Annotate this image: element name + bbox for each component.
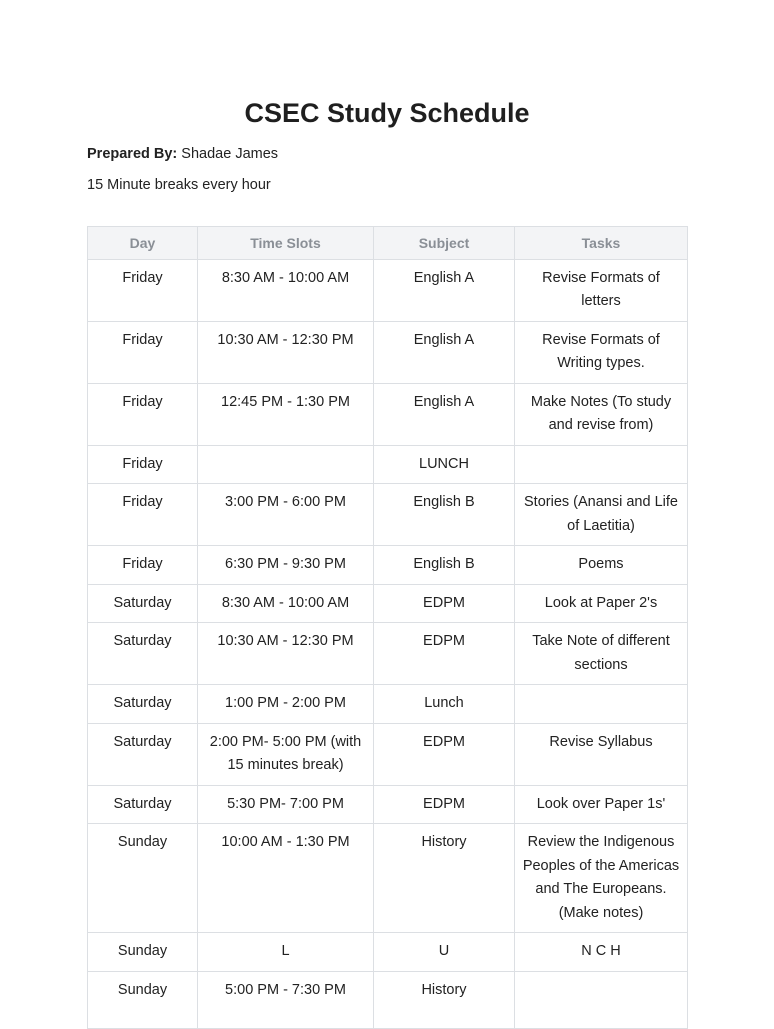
table-row [88, 785, 688, 824]
cell-task [515, 445, 688, 484]
table-row [88, 321, 688, 383]
cell-subject: EDPM [374, 623, 515, 685]
cell-task: Revise Syllabus [515, 723, 688, 785]
cell-subject: LUNCH [374, 445, 515, 484]
cell-subject: EDPM [374, 584, 515, 623]
cell-time: 8:30 AM - 10:00 AM [198, 259, 374, 321]
cell-task: Revise Formats of letters [515, 259, 688, 321]
cell-task: Stories (Anansi and Life of Laetitia) [515, 484, 688, 546]
cell-day: Friday [88, 259, 198, 321]
prepared-by-label: Prepared By: [87, 146, 178, 162]
cell-subject: English A [374, 259, 515, 321]
table-row [88, 546, 688, 585]
header-day: Day [88, 227, 198, 260]
table-row [88, 383, 688, 445]
table-row [88, 623, 688, 685]
cell-subject: U [374, 933, 515, 972]
cell-day: Saturday [88, 785, 198, 824]
cell-subject: English B [374, 546, 515, 585]
cell-day: Saturday [88, 685, 198, 724]
cell-task: Look over Paper 1s' [515, 785, 688, 824]
cell-time: 3:00 PM - 6:00 PM [198, 484, 374, 546]
cell-subject: EDPM [374, 785, 515, 824]
breaks-note: 15 Minute breaks every hour [87, 177, 271, 193]
cell-subject: English B [374, 484, 515, 546]
cell-subject: Lunch [374, 685, 515, 724]
cell-time: 10:00 AM - 1:30 PM [198, 824, 374, 933]
cell-time: 10:30 AM - 12:30 PM [198, 623, 374, 685]
cell-subject: History [374, 824, 515, 933]
table-row [88, 445, 688, 484]
cell-task [515, 971, 688, 1028]
cell-time: 1:00 PM - 2:00 PM [198, 685, 374, 724]
cell-task: Review the Indigenous Peoples of the Americas and The Europeans. (Make notes) [515, 824, 688, 933]
schedule-table-container [87, 226, 687, 998]
cell-day: Friday [88, 321, 198, 383]
table-row [88, 685, 688, 724]
header-tasks: Tasks [515, 227, 688, 260]
table-row [88, 824, 688, 933]
cell-day: Sunday [88, 933, 198, 972]
cell-time [198, 445, 374, 484]
table-header-row [88, 227, 688, 260]
cell-time: 2:00 PM- 5:00 PM (with 15 minutes break) [198, 723, 374, 785]
prepared-by-line [87, 146, 278, 162]
cell-subject: English A [374, 383, 515, 445]
cell-time: 8:30 AM - 10:00 AM [198, 584, 374, 623]
cell-day: Friday [88, 484, 198, 546]
cell-task [515, 685, 688, 724]
cell-task: Revise Formats of Writing types. [515, 321, 688, 383]
table-row [88, 259, 688, 321]
cell-time: 6:30 PM - 9:30 PM [198, 546, 374, 585]
cell-day: Sunday [88, 971, 198, 1028]
table-row [88, 933, 688, 972]
cell-day: Saturday [88, 584, 198, 623]
header-subject: Subject [374, 227, 515, 260]
table-row [88, 971, 688, 1028]
cell-day: Friday [88, 546, 198, 585]
schedule-table [87, 226, 688, 1029]
cell-time: 12:45 PM - 1:30 PM [198, 383, 374, 445]
cell-time: L [198, 933, 374, 972]
cell-task: Poems [515, 546, 688, 585]
cell-task: N C H [515, 933, 688, 972]
page-title: CSEC Study Schedule [244, 98, 530, 128]
table-row [88, 723, 688, 785]
cell-task: Make Notes (To study and revise from) [515, 383, 688, 445]
cell-day: Saturday [88, 723, 198, 785]
cell-time: 5:00 PM - 7:30 PM [198, 971, 374, 1028]
prepared-by-name: Shadae James [181, 146, 279, 162]
cell-time: 10:30 AM - 12:30 PM [198, 321, 374, 383]
table-row [88, 484, 688, 546]
cell-subject: EDPM [374, 723, 515, 785]
cell-subject: English A [374, 321, 515, 383]
cell-task: Take Note of different sections [515, 623, 688, 685]
table-row [88, 584, 688, 623]
cell-day: Friday [88, 383, 198, 445]
cell-day: Sunday [88, 824, 198, 933]
header-time-slots: Time Slots [198, 227, 374, 260]
cell-time: 5:30 PM- 7:00 PM [198, 785, 374, 824]
cell-day: Saturday [88, 623, 198, 685]
cell-day: Friday [88, 445, 198, 484]
cell-task: Look at Paper 2's [515, 584, 688, 623]
cell-subject: History [374, 971, 515, 1028]
